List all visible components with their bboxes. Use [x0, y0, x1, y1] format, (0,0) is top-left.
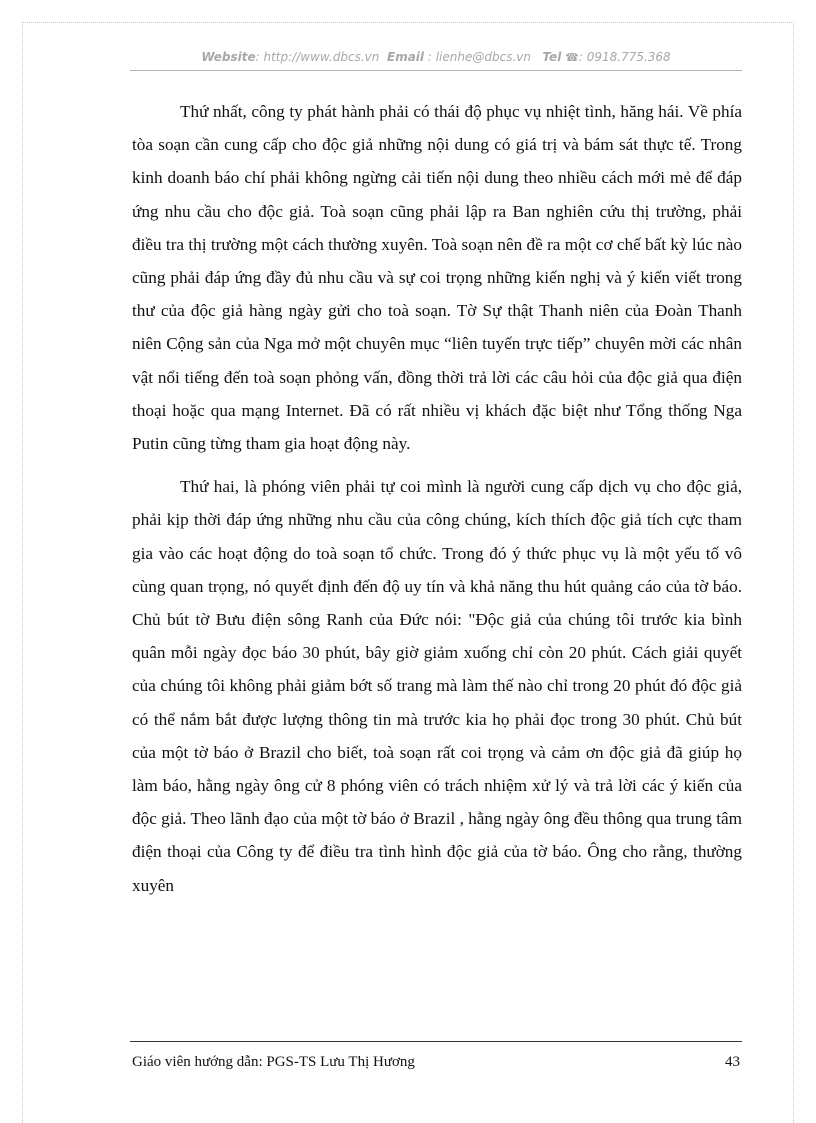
email-label: Email: [387, 50, 425, 64]
website-value: : http://www.dbcs.vn: [255, 50, 380, 64]
email-value: : lienhe@dbcs.vn: [427, 50, 531, 64]
tel-value: : 0918.775.368: [578, 50, 671, 64]
footer-rule: [130, 1041, 742, 1042]
paragraph-2: Thứ hai, là phóng viên phải tự coi mình là người cung cấp dịch vụ cho độc giả, phải kịp thời đáp ứng những nhu cầu của công chúng, kích thích độc giả tích cực tham gia vào các hoạt động do toà soạn tổ chức. Trong đó ý thức phục vụ là một yếu tố vô cùng quan trọng, nó quyết định đến độ uy tín và khả năng thu hút quảng cáo của tờ báo. Chủ bút tờ Bưu điện sông Ranh của Đức nói: "Độc giả của chúng tôi trước kia bình quân mỗi ngày đọc báo 30 phút, bây giờ giảm xuống chỉ còn 20 phút. Cách giải quyết của chúng tôi không phải giảm bớt số trang mà làm thế nào chỉ trong 20 phút đó độc giả có thể nắm bắt được lượng thông tin mà trước kia họ phải đọc trong 30 phút. Chủ bút của một tờ báo ở Brazil cho biết, toà soạn rất coi trọng và cảm ơn độc giả đã giúp họ làm báo, hằng ngày ông cử 8 phóng viên có trách nhiệm xử lý và trả lời các ý kiến của độc giả. Theo lãnh đạo của một tờ báo ở Brazil , hằng ngày ông đều thông qua trung tâm điện thoại của Công ty để điều tra tình hình độc giả của tờ báo. Ông cho rằng, thường xuyên: [132, 477, 742, 895]
tel-label: Tel: [542, 50, 562, 64]
website-label: Website: [201, 50, 256, 64]
header-rule: [130, 70, 742, 71]
phone-icon: ☎: [565, 51, 579, 64]
body-text: [132, 95, 742, 912]
footer-advisor: Giáo viên hướng dẫn: PGS-TS Lưu Thị Hương: [132, 1054, 415, 1070]
paragraph-1: Thứ nhất, công ty phát hành phải có thái độ phục vụ nhiệt tình, hăng hái. Về phía tòa soạn cần cung cấp cho độc giả những nội dung có giá trị và bám sát thực tế. Trong kinh doanh báo chí phải không ngừng cải tiến nội dung theo nhiều cách mới mẻ để đáp ứng nhu cầu cho độc giả. Toà soạn cũng phải lập ra Ban nghiên cứu thị trường, phải điều tra thị trường một cách thường xuyên. Toà soạn nên đề ra một cơ chế bất kỳ lúc nào cũng phải đáp ứng đầy đủ nhu cầu và sự coi trọng những kiến nghị và ý kiến viết trong thư của độc giả hàng ngày gửi cho toà soạn. Tờ Sự thật Thanh niên của Đoàn Thanh niên Cộng sản của Nga mở một chuyên mục “liên tuyến trực tiếp” chuyên mời các nhân vật nổi tiếng đến toà soạn phỏng vấn, đồng thời trả lời các câu hỏi của độc giả qua điện thoại hoặc qua mạng Internet. Đã có rất nhiều vị khách đặc biệt như Tổng thống Nga Putin cũng từng tham gia hoạt động này.: [132, 102, 742, 454]
page-header: [130, 50, 742, 64]
page-number: 43: [725, 1054, 740, 1070]
